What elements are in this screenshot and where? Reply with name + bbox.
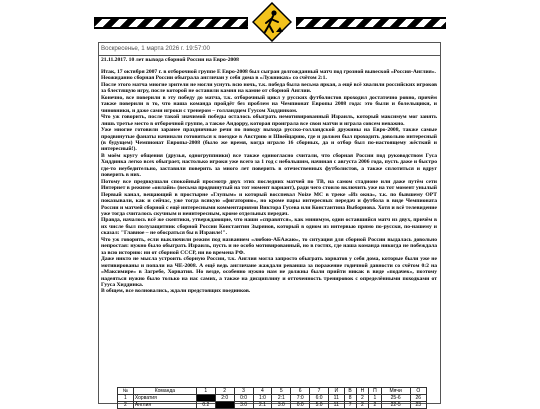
team-cell: Хорватия xyxy=(133,395,196,402)
cell: 22-5 xyxy=(381,402,410,409)
table-row xyxy=(118,402,427,409)
paragraph: Итак, 17 октября 2007 г. в отборочной группе E Евро-2008 был сыгран долгожданный матч под грозной вывеской «Россия-Англия». xyxy=(101,69,436,75)
header-cell: Н xyxy=(356,388,369,395)
paragraph: Конечно, все поверили в эту победу до матча, т.к. отборочный цикл у русских футболистов проходил достаточно ровно, причём также поверили в то, что наша команда пройдёт без проблем на Чемпионат Европы 2008 года: это были и болельщики, и чиновники, и даже сами игроки с тренером – голландцем Гуусом Хиддинком. xyxy=(101,94,437,114)
paragraph: Что уж говорить, после такой значимой победы осталось обыграть немотивированный Израиль, который максимум мог занять лишь третье место в отборочной группе, а также Андорру, которая проиграла все свои матчи и играла совсем неважно. xyxy=(101,114,437,127)
header-cell: 1 xyxy=(196,388,215,395)
header-cell: 7 xyxy=(310,388,329,395)
header-cell: 5 xyxy=(272,388,291,395)
paragraph: В общем, все волновались, ждали предстоящих поединков. xyxy=(101,288,251,295)
header-cell: О xyxy=(410,388,426,395)
post-date: Воскресенье, 1 марта 2026 г. 19:57:00 xyxy=(101,45,210,52)
header-cell: 2 xyxy=(215,388,234,395)
team-cell: Англия xyxy=(133,402,196,409)
standings-table xyxy=(117,387,427,409)
cell: 8 xyxy=(344,395,356,402)
paragraph: Неожиданно сборная России обыграла англичан у себя дома в «Лужниках» со счётом 2:1. xyxy=(101,75,327,82)
cell: 2:1 xyxy=(272,395,291,402)
self-cell xyxy=(215,402,234,409)
paragraph: Даже никто не мысла устроить сборную России, т.к. Англия могла запросто обыграть хорватов у себя дома, которые были уже не мотивированы и попали на ЧЕ-2008. А ещё ведь англичане жаждали реванша за поражение годичной давности со счётом 0:2 на «Максимире» в Загребе, Хорватия. Но везде, особенно нужно нам не должны были прийти никак в виде «подачек», поэтому надеяться нужно было только на нас самих, а также на дисциплину и отточенность тренировок с определёнными походками от Гууса Хиддинка. xyxy=(101,256,437,288)
header-cell: № xyxy=(118,388,134,395)
cell: 2:1 xyxy=(253,402,272,409)
cell: 2 xyxy=(118,402,134,409)
header-cell: Мячи xyxy=(381,388,410,395)
divider xyxy=(98,55,441,56)
cell: 7:0 xyxy=(291,395,310,402)
table-row xyxy=(118,395,427,402)
header-cell: П xyxy=(369,388,382,395)
header-cell: В xyxy=(344,388,356,395)
cell: 0:2 xyxy=(196,402,215,409)
cell: 1:0 xyxy=(253,395,272,402)
cell: 25-6 xyxy=(381,395,410,402)
cell: 11 xyxy=(329,402,345,409)
paragraph: Потому все предвкушали спокойный просмотр двух этих последних матчей по ТВ, на самом стадионе или даже путём сети Интернет в режиме «онлайн» (весьма продвинутый на тот момент вариант), ради чего стоило включить уже на тот момент унылый Первый канал, вещающий в простырне «Глупым» и который восспевал Noize MC в треке «Из окна», т.к. по бывшему ОРТ показывали, как и сейчас, уже тогда всякую «фигаторию», но кроме пары интересных передач и футбола в виде Чемпионата России и матчей сборной с ещё интересными комментариями Виктора Гусева или Константина Выборнова. Хотя и всё телевидение уже тогда считалось скучным и неинтересным, кроме отдельных передач. xyxy=(101,178,437,217)
cell: 2 xyxy=(356,402,369,409)
cell: 3:0 xyxy=(234,402,253,409)
cell: 2 xyxy=(369,402,382,409)
paragraph: Уже многие готовили заранее праздничные речи по поводу выхода русско-голландской дружины на Евро-2008, также самые продвинутые фанаты начинали готовиться к поездке в Австрию и Швейцарию, где и должен был проходить довольно интересный (в будущем) Чемпионат Европы-2008 (было же время, когда играло 16 сборных, да и отбор был по-настоящему жёсткий и интересный!). xyxy=(101,127,437,153)
cell: 3:0 xyxy=(272,402,291,409)
cell: 1 xyxy=(118,395,134,402)
cell: 26 xyxy=(410,395,426,402)
header-cell: 4 xyxy=(253,388,272,395)
paragraph: В моём кругу общения (друзья, одногруппники) все также единогласно считали, что сборная России под руководством Гуса Хиддинка легко всех обыграет, настолько игроки уже всего за 1 год с небольшим, начиная с августа 2006 года, пусть даже и быстро где-то неубедительно, заставили поверить за много лет поверить в отечественных футболистов, а также сплотиться и вдруг поверить в них. xyxy=(101,152,437,179)
cell: 2:0 xyxy=(215,395,234,402)
under-construction-banner xyxy=(0,0,540,44)
paragraph: После этого матча многие зрители не могли уснуть всю ночь, т.к. победа была весьма яркая, а ещё всё хвалили российских игроков за блестящую игру, после которой не оставили камня на камне от сборной Англии. xyxy=(101,81,437,95)
cell: 0:0 xyxy=(291,402,310,409)
hazard-stripe-right xyxy=(296,17,446,29)
hazard-stripe-left xyxy=(94,17,248,29)
cell: 0:0 xyxy=(234,395,253,402)
men-at-work-sign-icon xyxy=(252,2,292,42)
cell: 7 xyxy=(344,402,356,409)
cell: 6:0 xyxy=(310,395,329,402)
cell: 1 xyxy=(369,395,382,402)
header-cell: 6 xyxy=(291,388,310,395)
header-cell: 3 xyxy=(234,388,253,395)
header-cell: И xyxy=(329,388,345,395)
post-title: 21.11.2017. 10 лет выходa сборной России нa Евро-2008 xyxy=(101,57,239,63)
paragraph: Правда, началось всё же скептики, утверждающие, что наши «справятся», как минимум, один оставшийся матч из двух, причём в их числе был полузащитник сборной России Константин Зырянов, который в одном из интервью прямо по-русски, по-нашему и сказал: "Главное – не обосраться бы в Израиле!". xyxy=(101,217,437,237)
cell: 11 xyxy=(329,395,345,402)
header-cell: Команда xyxy=(133,388,196,395)
paragraph: Что уж говорить, если выключили режим под названием «любою-АБАжаю», то ситуация для сборной России выдалась довольно непростая: нужно было обыграть Израиль, пусть и не особо мотивированный, но в гостях, где наша команда никогда не побеждала за всю историю: ни от сборной СССР, ни во времена РФ. xyxy=(101,236,437,256)
self-cell xyxy=(196,395,215,402)
cell: 2 xyxy=(356,395,369,402)
table-header-row xyxy=(118,388,427,395)
cell: 23 xyxy=(410,402,426,409)
post-body xyxy=(101,69,437,295)
cell: 5:0 xyxy=(310,402,329,409)
